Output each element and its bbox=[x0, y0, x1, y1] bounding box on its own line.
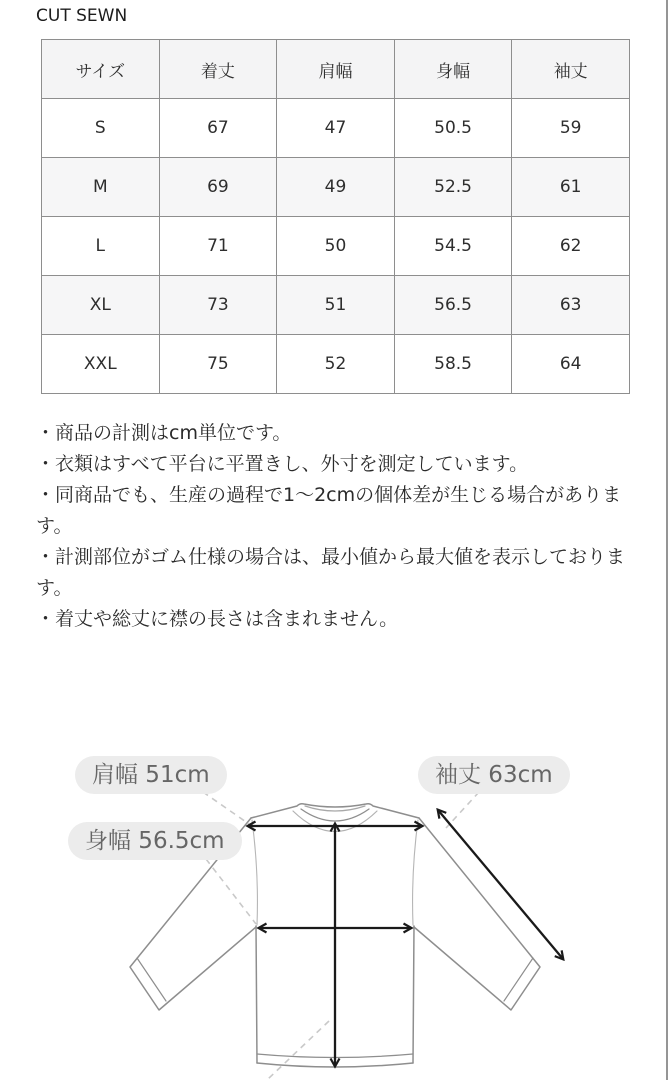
garment-right-side bbox=[413, 926, 414, 1063]
table-cell: 71 bbox=[159, 217, 277, 276]
table-cell: S bbox=[42, 99, 160, 158]
table-cell: 58.5 bbox=[394, 335, 512, 394]
column-header-length: 着丈 bbox=[159, 40, 277, 99]
note-line: ・商品の計測はcm単位です。 bbox=[36, 422, 292, 444]
measurement-notes bbox=[36, 418, 636, 635]
table-row bbox=[42, 217, 630, 276]
garment-right-cuff-line bbox=[504, 958, 533, 1001]
shoulder-label-connector bbox=[203, 792, 249, 824]
table-cell: 75 bbox=[159, 335, 277, 394]
table-cell: 56.5 bbox=[394, 276, 512, 335]
table-cell: 62 bbox=[512, 217, 630, 276]
table-row bbox=[42, 99, 630, 158]
sleeve-length-label: 袖丈 63cm bbox=[418, 756, 570, 794]
length-label-connector-cutoff bbox=[267, 1021, 329, 1080]
garment-right-armhole-seam bbox=[413, 820, 418, 925]
column-header-width: 身幅 bbox=[394, 40, 512, 99]
note-line: ・同商品でも、生産の過程で1〜2cmの個体差が生じる場合があります。 bbox=[36, 484, 622, 537]
table-cell: L bbox=[42, 217, 160, 276]
table-row bbox=[42, 158, 630, 217]
table-row bbox=[42, 276, 630, 335]
table-cell: 47 bbox=[277, 99, 395, 158]
garment-left-armhole-seam bbox=[252, 820, 257, 925]
note-line: ・衣類はすべて平台に平置きし、外寸を測定しています。 bbox=[36, 453, 529, 475]
table-cell: XL bbox=[42, 276, 160, 335]
table-cell: M bbox=[42, 158, 160, 217]
table-cell: 51 bbox=[277, 276, 395, 335]
table-row bbox=[42, 335, 630, 394]
table-cell: 69 bbox=[159, 158, 277, 217]
garment-left-side bbox=[256, 926, 257, 1063]
table-cell: 50.5 bbox=[394, 99, 512, 158]
table-cell: 64 bbox=[512, 335, 630, 394]
sleeve-label-connector bbox=[446, 792, 479, 828]
table-cell: 73 bbox=[159, 276, 277, 335]
body-width-label: 身幅 56.5cm bbox=[68, 822, 242, 860]
table-cell: 52 bbox=[277, 335, 395, 394]
width-label-connector bbox=[206, 859, 256, 924]
column-header-shoulder: 肩幅 bbox=[277, 40, 395, 99]
shoulder-width-label: 肩幅 51cm bbox=[75, 756, 227, 794]
table-cell: 61 bbox=[512, 158, 630, 217]
table-cell: 63 bbox=[512, 276, 630, 335]
table-cell: 67 bbox=[159, 99, 277, 158]
column-header-sleeve: 袖丈 bbox=[512, 40, 630, 99]
note-line: ・着丈や総丈に襟の長さは含まれません。 bbox=[36, 608, 399, 630]
table-cell: 50 bbox=[277, 217, 395, 276]
garment-right-sleeve bbox=[414, 818, 540, 1010]
page-title: CUT SEWN bbox=[36, 6, 128, 26]
panel-right-border bbox=[666, 0, 668, 1080]
garment-measurement-diagram bbox=[0, 640, 670, 1080]
table-header-row bbox=[42, 40, 630, 99]
table-cell: XXL bbox=[42, 335, 160, 394]
sleeve-length-arrow bbox=[438, 810, 563, 959]
size-spec-table bbox=[41, 39, 630, 394]
note-line: ・計測部位がゴム仕様の場合は、最小値から最大値を表示しております。 bbox=[36, 546, 626, 599]
table-cell: 49 bbox=[277, 158, 395, 217]
garment-left-cuff-line bbox=[137, 958, 166, 1001]
table-cell: 54.5 bbox=[394, 217, 512, 276]
column-header-size: サイズ bbox=[42, 40, 160, 99]
table-cell: 59 bbox=[512, 99, 630, 158]
table-cell: 52.5 bbox=[394, 158, 512, 217]
